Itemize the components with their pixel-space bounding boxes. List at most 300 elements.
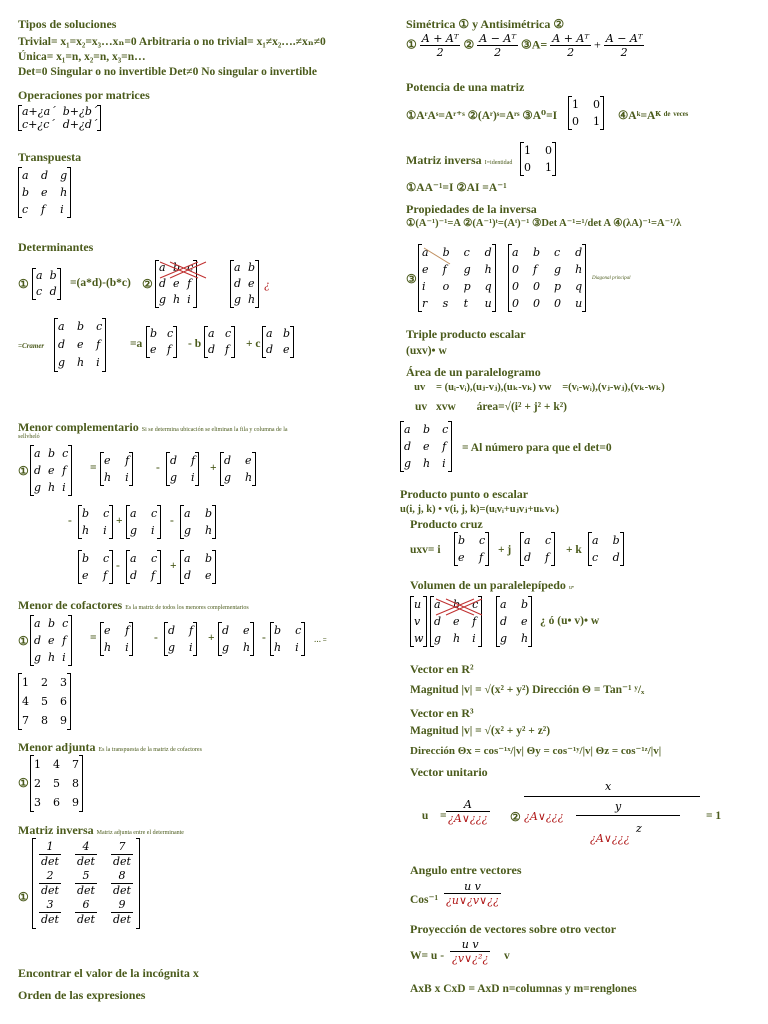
cell: f	[125, 454, 130, 467]
sarrus-cross-lines	[434, 597, 484, 617]
cell: d	[159, 277, 167, 290]
inversa-r-line: ①AA⁻¹=I ②AI =A⁻¹	[406, 182, 507, 194]
cell: 1	[593, 115, 600, 128]
cell: e	[243, 624, 250, 637]
cell: f	[103, 569, 108, 582]
adjunta-title	[18, 740, 202, 755]
cell: g	[159, 293, 167, 306]
cell: d	[234, 277, 242, 290]
final-line: AxB x CxD = AxD n=columnas y m=renglones	[410, 983, 637, 995]
cell: 2	[41, 676, 48, 689]
volumen-title	[410, 578, 574, 593]
cell: i	[191, 471, 195, 484]
cell: b	[458, 534, 466, 547]
cell: 6	[53, 796, 60, 809]
num: 3	[39, 898, 61, 913]
cell: b	[173, 261, 181, 274]
cell: h	[173, 293, 181, 306]
cell: 4	[22, 695, 29, 708]
adjunta-note: Es la transpuesta de la matriz de cofactores	[98, 747, 202, 753]
circled-one: ①	[18, 890, 29, 904]
cell: h	[60, 186, 68, 199]
cell: d	[168, 624, 176, 637]
cell: g	[434, 632, 442, 645]
cof-minor-3	[218, 622, 254, 656]
cramer-c: + c	[246, 338, 261, 350]
cell: c+¿c´	[22, 118, 55, 131]
cell: b	[205, 507, 213, 520]
cell: 1	[572, 98, 579, 111]
cell: f	[167, 343, 172, 356]
cell: b+¿b´	[62, 105, 98, 118]
frac	[477, 32, 518, 59]
cell: d	[34, 634, 42, 647]
cell: f	[472, 615, 477, 628]
area-line-2: ②uv⃗xvw⃗ ③área=√(i² + j² + k²)	[406, 401, 567, 413]
adjunta-title-text: Menor adjunta	[18, 740, 96, 754]
triple-line: (uxv)• w	[406, 345, 447, 357]
num: 6	[75, 898, 97, 913]
adjunta-matrix	[30, 755, 83, 812]
cell: d	[222, 624, 230, 637]
propiedades-matrix-2	[508, 244, 586, 312]
proyeccion-frac	[450, 938, 490, 965]
cell: h	[423, 457, 431, 470]
punto-title: Producto punto o escalar	[400, 487, 529, 501]
cell: 9	[60, 714, 67, 727]
cell: a	[184, 552, 191, 565]
cell: c	[96, 320, 103, 333]
proyeccion-title: Proyección de vectores sobre otro vector	[410, 922, 617, 936]
cell: b	[150, 327, 158, 340]
cof-minor-1	[100, 622, 133, 656]
den: ¿v∨¿²¿	[452, 952, 489, 965]
cell: i	[125, 471, 129, 484]
cell: d	[404, 440, 412, 453]
cell: 5	[41, 695, 48, 708]
cell: a	[34, 617, 41, 630]
circled-one: ①	[406, 37, 417, 52]
cell: i	[187, 293, 191, 306]
minus: -	[262, 632, 266, 644]
cell: c	[472, 598, 479, 611]
cell: d	[41, 169, 49, 182]
cell: a	[130, 507, 137, 520]
diagonal-stroke	[422, 246, 452, 266]
cell: d	[130, 569, 138, 582]
cell: a	[34, 447, 41, 460]
cell: b	[274, 624, 282, 637]
transpuesta-title: Transpuesta	[18, 150, 82, 164]
propiedades-line: ①(A⁻¹)⁻¹=A ②(A⁻¹)ᵗ=(Aᵗ)⁻¹ ③Det A⁻¹=¹/det A ④(λA)⁻¹=A⁻¹/λ	[406, 218, 682, 229]
minor-2-2	[126, 505, 161, 539]
eq: =	[90, 632, 97, 644]
cell: f	[41, 203, 46, 216]
circled-one: ①	[18, 277, 29, 291]
cell: c	[463, 246, 470, 259]
menor-comp-matrix	[30, 445, 72, 496]
cell: 0	[554, 297, 562, 310]
cell: b	[82, 552, 90, 565]
frac	[75, 898, 97, 927]
inversa-r-sub: I=identidad	[484, 160, 513, 166]
ellipsis: … =	[314, 636, 327, 644]
cramer-minor-a	[146, 326, 177, 358]
cell: f	[187, 277, 192, 290]
cell: f	[96, 338, 101, 351]
proyeccion-post: v	[504, 950, 510, 962]
y-var: y	[615, 800, 622, 813]
den: 2	[494, 46, 502, 59]
cruz-minor-i	[454, 532, 489, 566]
cell: b	[612, 534, 620, 547]
cell: d	[184, 569, 192, 582]
cell: d	[434, 615, 442, 628]
cell: g	[500, 632, 508, 645]
cell: h	[453, 632, 461, 645]
cell: a	[266, 327, 273, 340]
cell: c	[442, 423, 449, 436]
r3-line-1: Magnitud |v| = √(x² + y² + z²)	[410, 725, 551, 737]
cell: h	[575, 263, 583, 276]
cell: a	[208, 327, 215, 340]
cell: 5	[53, 777, 60, 790]
minor-3-1	[78, 550, 113, 584]
cell: u	[414, 598, 422, 611]
punto-line: u(i, j, k) • v(i, j, k)=(uᵢvᵢ+uⱼvⱼ+uₖvₖ)	[400, 504, 560, 515]
unitario-formula	[410, 780, 730, 850]
num: u v	[444, 880, 501, 894]
num: A	[446, 798, 490, 812]
unitario-lead: ① u⃗ =	[410, 810, 447, 822]
cell: d	[484, 246, 492, 259]
den: 2	[567, 46, 575, 59]
cell: d	[500, 615, 508, 628]
circled-two: ②	[510, 810, 521, 824]
inversa-matrix	[32, 838, 140, 929]
cell: e	[248, 277, 255, 290]
num: u v	[450, 938, 490, 952]
unitario-title: Vector unitario	[410, 765, 488, 779]
cell: a	[234, 261, 241, 274]
circled-one: ①	[18, 464, 29, 478]
num: A + Aᵀ	[552, 32, 589, 45]
cell: 0	[533, 280, 540, 293]
frac	[75, 840, 97, 869]
cramer-matrix	[54, 318, 106, 372]
cof-minor-4	[270, 622, 305, 656]
r2-line: Magnitud |v| = √(x² + y²) Dirección Θ = Tan⁻¹ ʸ/ₓ	[410, 684, 645, 696]
proyeccion-pre: W= u -	[410, 950, 445, 962]
cell: r	[422, 297, 428, 310]
cell: a	[422, 246, 429, 259]
menor-cof-matrix	[30, 615, 72, 666]
menor-comp-note: Si se determina ubicación se eliminan la fila y columna de la	[141, 427, 288, 433]
cell: 0	[512, 280, 519, 293]
circled-one: ①	[18, 776, 29, 790]
minor-2-3	[180, 505, 216, 539]
cell: b	[533, 246, 541, 259]
cell: b	[82, 507, 90, 520]
inversa-r-title-text: Matriz inversa	[406, 153, 482, 167]
cell: i	[62, 651, 66, 664]
cell: b	[521, 598, 529, 611]
cell: f	[442, 263, 447, 276]
orden-line: Orden de las expresiones	[18, 988, 146, 1002]
cramer-label: =Cramer	[18, 342, 45, 350]
minor-1-1	[100, 452, 133, 486]
cell: d	[224, 454, 232, 467]
cell: e	[458, 551, 465, 564]
cell: e	[423, 440, 430, 453]
cell: c	[36, 285, 43, 298]
sarrus-cross-lines	[158, 260, 208, 280]
frac	[39, 898, 61, 927]
tipos-line-1: Trivial= x₁=x₂=x₃…xₙ=0 Arbitraria o no trivial= x₁≠x₂….≠xₙ≠0	[18, 36, 326, 48]
cell: e	[173, 277, 180, 290]
cell: b	[48, 617, 56, 630]
menor-comp-title	[18, 420, 288, 435]
frac	[75, 869, 97, 898]
frac	[550, 32, 591, 59]
area-title: Área de un paralelogramo	[406, 365, 541, 379]
den: det	[76, 884, 95, 897]
cell: g	[222, 641, 230, 654]
cell: 1	[22, 676, 29, 689]
cell: 9	[72, 796, 79, 809]
cell: b	[22, 186, 30, 199]
cell: 0	[512, 263, 519, 276]
cell: c	[103, 507, 110, 520]
cell: h	[205, 524, 213, 537]
cell: d	[612, 551, 620, 564]
cell: d	[575, 246, 583, 259]
a-eq: A=	[531, 37, 548, 52]
cell: g	[34, 651, 42, 664]
cell: e	[521, 615, 528, 628]
plus: +	[170, 560, 177, 572]
cell: c	[62, 447, 69, 460]
num: 4	[75, 840, 97, 855]
unitario-eq1: = 1	[706, 810, 722, 822]
cell: e	[245, 454, 252, 467]
tipos-line-3: Det=0 Singular o no invertible Det≠0 No singular o invertible	[18, 66, 317, 78]
tipos-line-2: Única= x₁=n, x₂=n, x₃=n…	[18, 51, 146, 63]
cell: e	[77, 338, 84, 351]
cell: f	[62, 634, 67, 647]
cell: h	[82, 524, 90, 537]
cell: 7	[72, 758, 79, 771]
den: det	[41, 855, 59, 868]
cell: 4	[53, 758, 60, 771]
minus: -	[116, 560, 120, 572]
cell: a	[512, 246, 519, 259]
area-tail: = Al número para que el det=0	[462, 442, 612, 454]
cell: i	[125, 641, 129, 654]
identity-matrix	[568, 96, 604, 130]
cell: 0	[524, 161, 531, 174]
cell: t	[463, 297, 469, 310]
det-3x3-extension	[230, 260, 259, 308]
angulo-title: Angulo entre vectores	[410, 863, 522, 877]
operaciones-title: Operaciones por matrices	[18, 88, 150, 102]
cell: d	[266, 343, 274, 356]
det-2x2	[32, 268, 61, 300]
circled-two: ②	[463, 37, 475, 52]
angulo-pre: Cos⁻¹	[410, 894, 439, 906]
num: A + Aᵀ	[421, 32, 459, 45]
minus: -	[170, 515, 174, 527]
cell: f	[151, 569, 156, 582]
cell: i	[151, 524, 155, 537]
cell: b	[205, 552, 213, 565]
cell: f	[442, 440, 447, 453]
den: ¿A∨¿¿¿	[448, 812, 488, 825]
num: 1	[39, 840, 61, 855]
det-2x2-eq: =(a*d)-(b*c)	[70, 277, 131, 289]
cell: g	[34, 481, 42, 494]
potencia-line: ①AʳAˢ=Aʳ⁺ˢ ②(Aʳ)ˢ=Aʳˢ ③A⁰=I	[406, 110, 558, 122]
cell: e	[104, 454, 111, 467]
cell: f	[225, 343, 230, 356]
cell: 8	[72, 777, 79, 790]
cruz-title: Producto cruz	[410, 517, 483, 531]
num: A − Aᵀ	[605, 32, 643, 45]
inversa-identity-matrix	[520, 142, 556, 176]
cell: h	[243, 641, 251, 654]
cell: e	[453, 615, 460, 628]
cell: d	[58, 338, 66, 351]
circled-two: ②	[142, 277, 153, 291]
cell: c	[151, 507, 158, 520]
cell: a+¿a´	[22, 105, 56, 118]
circled-one: ①	[18, 634, 29, 648]
minus: -	[156, 462, 160, 474]
den: det	[41, 884, 59, 897]
cell: a	[36, 269, 43, 282]
cell: h	[104, 641, 112, 654]
cell: f	[479, 551, 484, 564]
cell: u	[484, 297, 492, 310]
circled-three: ③	[406, 272, 417, 286]
cell: o	[442, 280, 450, 293]
cell: 0	[533, 297, 540, 310]
circled-three: ③	[520, 37, 532, 52]
r2-title: Vector en R²	[410, 662, 474, 676]
cell: f	[545, 551, 550, 564]
cramer-minor-c	[262, 326, 294, 358]
frac	[111, 840, 133, 869]
potencia-line-2: ④Aᵏ=Aᴷ ᵈᵉ ᵛᵉᶜᵉˢ	[618, 110, 689, 122]
cell: a	[184, 507, 191, 520]
r3-line-2: Dirección Θx = cos⁻¹ˣ/|v| Θy = cos⁻¹ʸ/|v| Θz = cos⁻¹ᶻ/|v|	[410, 745, 662, 757]
cell: 1	[545, 161, 552, 174]
volumen-title-text: Volumen de un paralelepípedo	[410, 578, 566, 592]
cell: i	[472, 632, 476, 645]
cell: p	[463, 280, 471, 293]
cell: h	[248, 293, 256, 306]
num: A − Aᵀ	[479, 32, 516, 45]
plus: +	[208, 632, 215, 644]
cell: e	[422, 263, 429, 276]
plus: +	[116, 515, 123, 527]
cell: f	[533, 263, 538, 276]
cell: d	[49, 285, 57, 298]
cell: b	[453, 598, 461, 611]
cell: c	[225, 327, 232, 340]
volumen-tail: ¿ ó (u• v)• w	[540, 615, 600, 627]
cell: c	[103, 552, 110, 565]
cramer-minor-b	[204, 326, 235, 358]
cell: i	[189, 641, 193, 654]
cruz-j: + j	[498, 544, 512, 556]
cell: a	[159, 261, 166, 274]
num: 2	[39, 869, 61, 884]
unit-den-b: ¿A∨¿¿¿	[590, 832, 630, 845]
cell: c	[151, 552, 158, 565]
cell: a	[524, 534, 531, 547]
num: 7	[111, 840, 133, 855]
frac	[604, 32, 645, 59]
cell: g	[170, 471, 178, 484]
cell: 7	[22, 714, 29, 727]
cell: 1	[34, 758, 41, 771]
cell: h	[245, 471, 253, 484]
cell: b	[442, 246, 450, 259]
frac	[420, 32, 461, 59]
incognita-line: Encontrar el valor de la incógnita x	[18, 966, 199, 980]
cell: e	[41, 186, 48, 199]
cell: c	[479, 534, 486, 547]
cof-example-matrix	[18, 673, 71, 730]
den: det	[76, 855, 95, 868]
cell: f	[62, 464, 67, 477]
cruz-pre: uxv= i	[410, 544, 441, 556]
cell: 2	[34, 777, 41, 790]
cell: c	[167, 327, 174, 340]
area-line-1: ①uv⃗ = (uᵢ-vᵢ),(uⱼ-vⱼ),(uₖ-vₖ) vw⃗ =(vᵢ-wᵢ),(vⱼ-wⱼ),(vₖ-wₖ)	[406, 382, 665, 393]
cell: c	[554, 246, 561, 259]
den: 2	[620, 46, 628, 59]
frac-bar	[524, 796, 700, 797]
cell: e	[283, 343, 290, 356]
cell: g	[224, 471, 232, 484]
cramer-a: =a	[130, 338, 143, 350]
cell: 0	[572, 115, 579, 128]
cell: c	[62, 617, 69, 630]
z-var: z	[636, 822, 642, 835]
cell: h	[104, 471, 112, 484]
cell: d+¿d´	[62, 118, 98, 131]
volumen-sub: u•	[568, 585, 575, 591]
frac	[39, 869, 61, 898]
cell: p	[554, 280, 562, 293]
unit-den-a: ¿A∨¿¿¿	[524, 810, 564, 823]
cell: i	[295, 641, 299, 654]
cell: f	[191, 454, 196, 467]
den: 2	[436, 46, 444, 59]
angulo-frac	[444, 880, 501, 907]
cell: h	[274, 641, 282, 654]
cell: g	[130, 524, 138, 537]
operaciones-matrix	[18, 105, 101, 131]
cell: a	[434, 598, 441, 611]
inversa-title-text: Matriz inversa	[18, 823, 94, 837]
cell: 0	[545, 144, 552, 157]
cell: a	[404, 423, 411, 436]
menor-cof-title-text: Menor de cofactores	[18, 598, 123, 612]
menor-cof-note: Es la matriz de todos los menores complementarios	[125, 605, 249, 611]
